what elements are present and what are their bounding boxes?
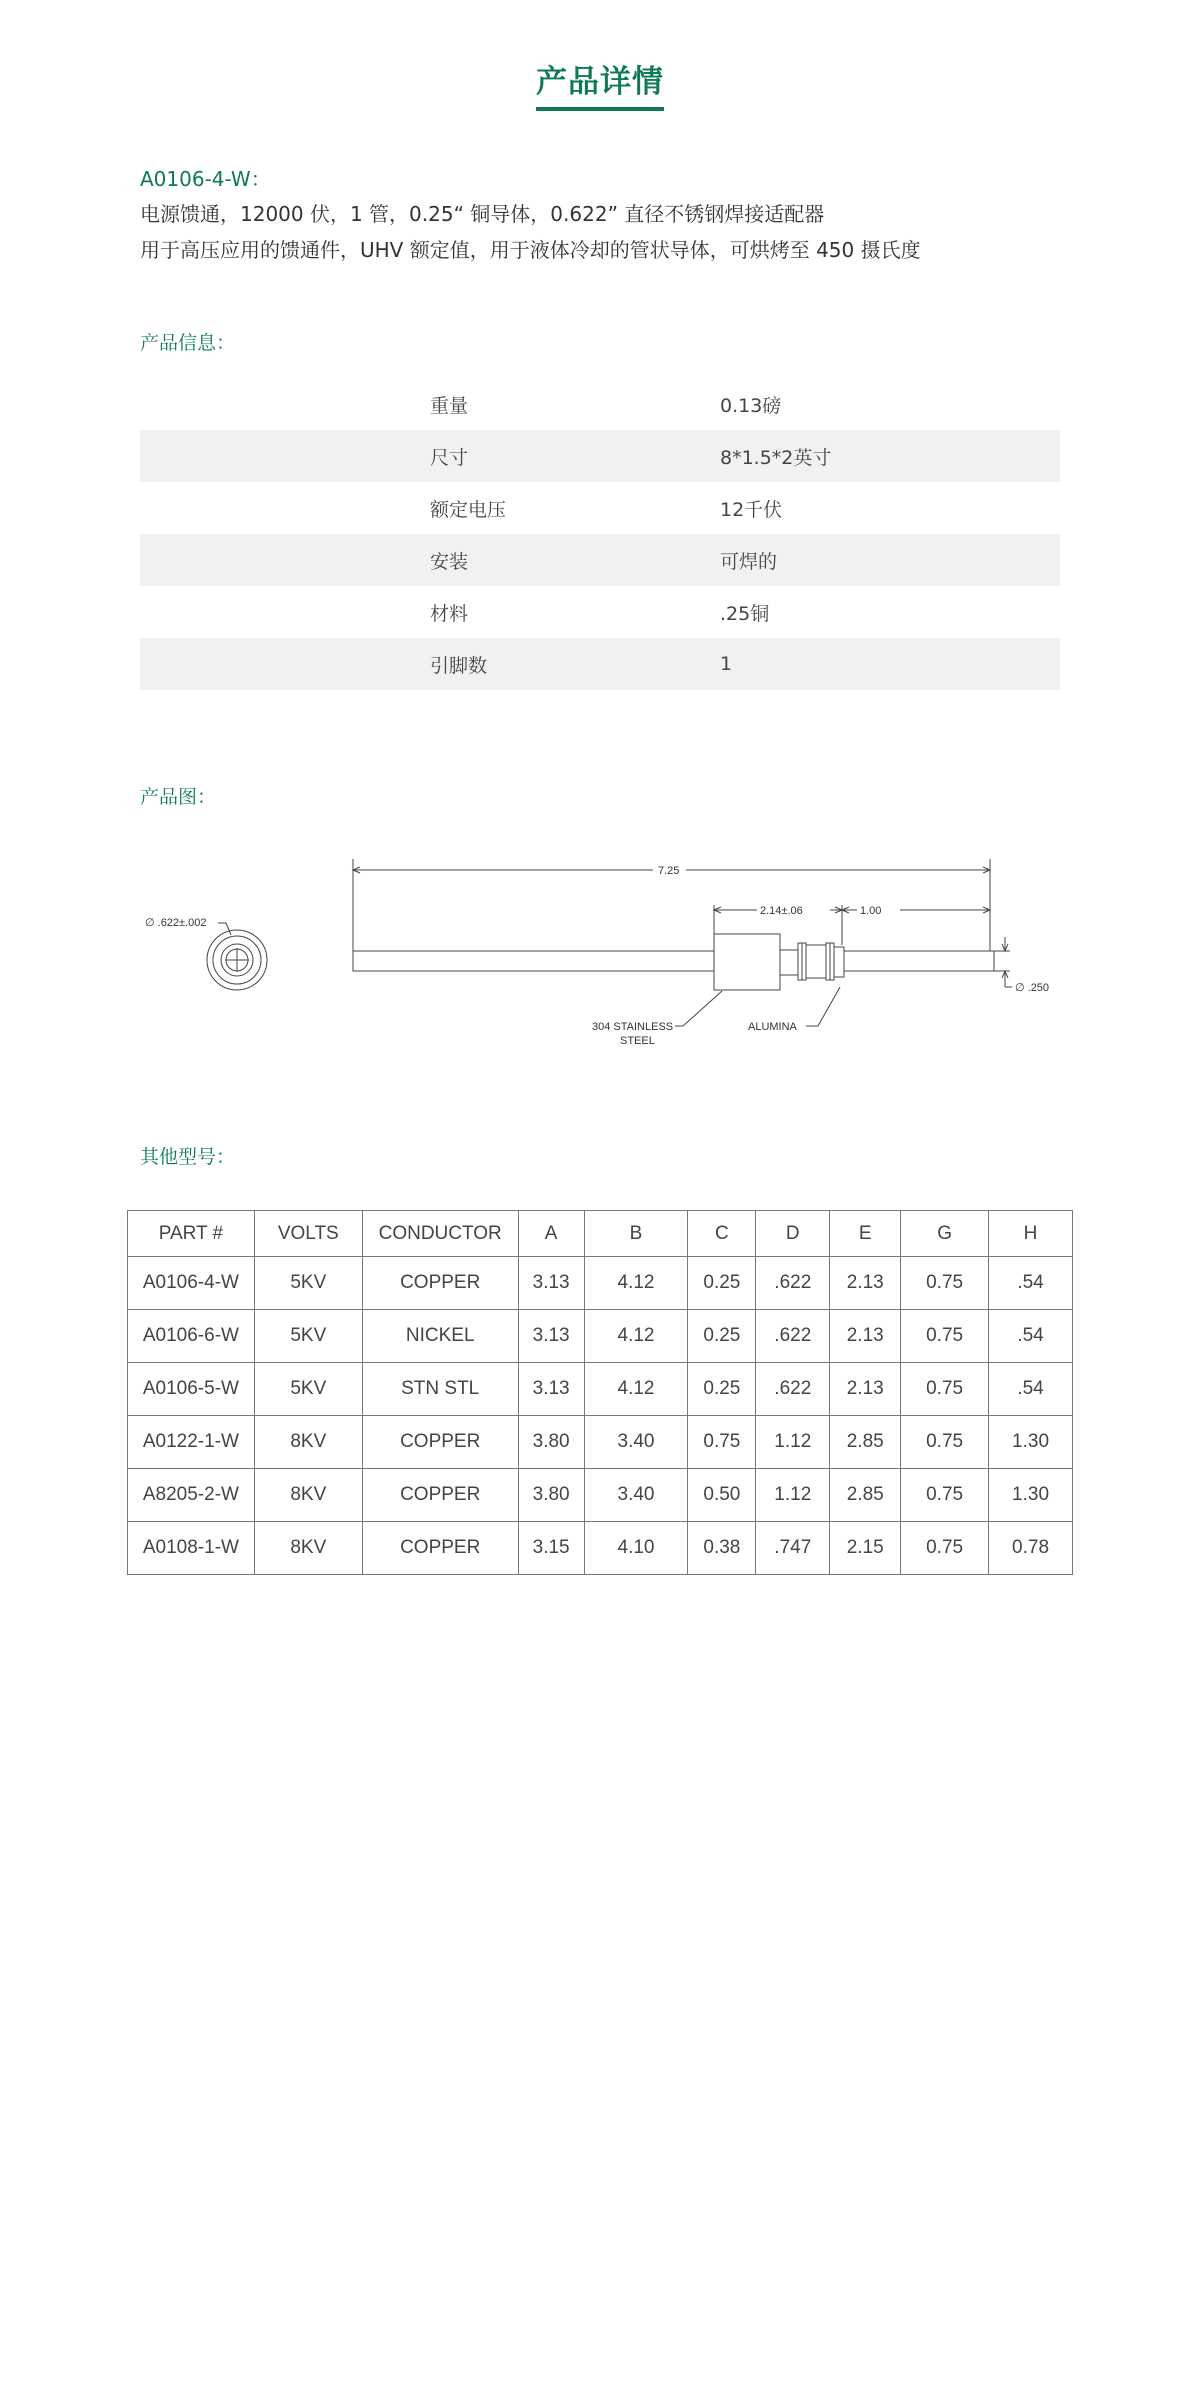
column-header: E [830,1211,901,1257]
table-cell: .747 [756,1522,830,1575]
table-row [128,1310,1073,1363]
table-row [128,1416,1073,1469]
page-title-text: 产品详情 [536,56,664,111]
table-row [128,1522,1073,1575]
end-view [207,923,267,990]
table-cell: 0.25 [688,1310,756,1363]
table-cell: 3.13 [518,1257,584,1310]
table-row [128,1363,1073,1416]
table-cell: 8KV [254,1416,362,1469]
table-cell: .622 [756,1257,830,1310]
table-cell: 2.13 [830,1257,901,1310]
table-cell: 0.25 [688,1363,756,1416]
info-row [140,378,1060,430]
table-cell: A0106-6-W [128,1310,255,1363]
model-number: A0106-4-W： [140,167,271,191]
table-cell: .54 [989,1310,1073,1363]
table-cell: 3.13 [518,1363,584,1416]
table-cell: 5KV [254,1257,362,1310]
info-row [140,534,1060,586]
product-drawing [130,825,1070,1055]
table-cell: 0.75 [901,1310,989,1363]
table-cell: 2.13 [830,1363,901,1416]
table-cell: 3.80 [518,1469,584,1522]
table-cell: 5KV [254,1363,362,1416]
dim-overall: 7.25 [658,865,680,877]
product-intro [140,162,1080,268]
dim-tube: ∅ .250 [1015,982,1050,994]
dim-tip: 1.00 [860,905,882,917]
table-cell: COPPER [362,1522,518,1575]
table-cell: 8KV [254,1522,362,1575]
column-header: D [756,1211,830,1257]
info-row [140,482,1060,534]
info-key: 材料 [430,602,469,625]
table-cell: 2.15 [830,1522,901,1575]
info-row [140,430,1060,482]
info-section-label: 产品信息： [140,332,236,354]
product-info-table [140,378,1060,690]
info-value: .25铜 [720,602,770,625]
table-cell: 4.12 [584,1257,688,1310]
callout-steel-1: 304 STAINLESS [592,1021,674,1033]
table-cell: .622 [756,1310,830,1363]
intro-line-1: 电源馈通，12000 伏，1 管，0.25“ 铜导体，0.622” 直径不锈钢焊接适配器 [140,202,825,226]
table-cell: NICKEL [362,1310,518,1363]
intro-line-2: 用于高压应用的馈通件，UHV 额定值，用于液体冷却的管状导体，可烘烤至 450 摄氏度 [140,238,921,262]
table-cell: .622 [756,1363,830,1416]
models-section-label: 其他型号： [140,1146,236,1168]
table-cell: 2.13 [830,1310,901,1363]
table-cell: 3.13 [518,1310,584,1363]
info-key: 额定电压 [430,498,507,521]
table-cell: 1.12 [756,1469,830,1522]
info-value: 8*1.5*2英寸 [720,446,832,469]
info-key: 安装 [430,550,469,573]
info-row [140,586,1060,638]
table-cell: 0.75 [901,1363,989,1416]
table-cell: A0106-5-W [128,1363,255,1416]
table-cell: .54 [989,1363,1073,1416]
info-key: 重量 [430,394,469,417]
table-cell: 0.78 [989,1522,1073,1575]
table-cell: A8205-2-W [128,1469,255,1522]
info-value: 0.13磅 [720,394,782,417]
table-cell: .54 [989,1257,1073,1310]
callout-steel-2: STEEL [620,1035,655,1047]
dim-diameter: ∅ .622±.002 [145,917,207,929]
table-cell: A0122-1-W [128,1416,255,1469]
table-cell: 4.12 [584,1363,688,1416]
table-cell: A0106-4-W [128,1257,255,1310]
column-header: VOLTS [254,1211,362,1257]
table-cell: 0.75 [688,1416,756,1469]
column-header: B [584,1211,688,1257]
table-cell: 4.12 [584,1310,688,1363]
info-value: 12千伏 [720,498,783,521]
info-value: 1 [720,653,733,675]
table-cell: 8KV [254,1469,362,1522]
table-cell: 3.40 [584,1416,688,1469]
table-cell: 2.85 [830,1469,901,1522]
info-key: 引脚数 [430,654,488,677]
table-cell: 0.75 [901,1522,989,1575]
other-models-table [127,1210,1073,1575]
table-cell: 0.25 [688,1257,756,1310]
table-cell: 0.50 [688,1469,756,1522]
table-row [128,1469,1073,1522]
dim-body: 2.14±.06 [760,905,803,917]
column-header: H [989,1211,1073,1257]
table-cell: 3.40 [584,1469,688,1522]
page-title [0,56,1200,111]
column-header: A [518,1211,584,1257]
table-cell: 1.12 [756,1416,830,1469]
drawing-section-label: 产品图： [140,786,217,808]
table-cell: 0.75 [901,1469,989,1522]
column-header: G [901,1211,989,1257]
table-cell: 3.80 [518,1416,584,1469]
table-cell: 4.10 [584,1522,688,1575]
column-header: PART # [128,1211,255,1257]
table-cell: 0.75 [901,1257,989,1310]
table-cell: 3.15 [518,1522,584,1575]
info-row [140,638,1060,690]
feedthrough-body [353,859,994,990]
table-cell: 2.85 [830,1416,901,1469]
info-value: 可焊的 [720,550,778,573]
table-cell: 1.30 [989,1469,1073,1522]
column-header: CONDUCTOR [362,1211,518,1257]
column-header: C [688,1211,756,1257]
table-cell: COPPER [362,1416,518,1469]
table-cell: COPPER [362,1469,518,1522]
table-cell: 0.38 [688,1522,756,1575]
table-cell: A0108-1-W [128,1522,255,1575]
table-cell: COPPER [362,1257,518,1310]
callout-alumina: ALUMINA [748,1021,797,1033]
table-header-row [128,1211,1073,1257]
table-row [128,1257,1073,1310]
table-cell: STN STL [362,1363,518,1416]
table-cell: 1.30 [989,1416,1073,1469]
table-cell: 5KV [254,1310,362,1363]
table-cell: 0.75 [901,1416,989,1469]
info-key: 尺寸 [430,446,469,469]
